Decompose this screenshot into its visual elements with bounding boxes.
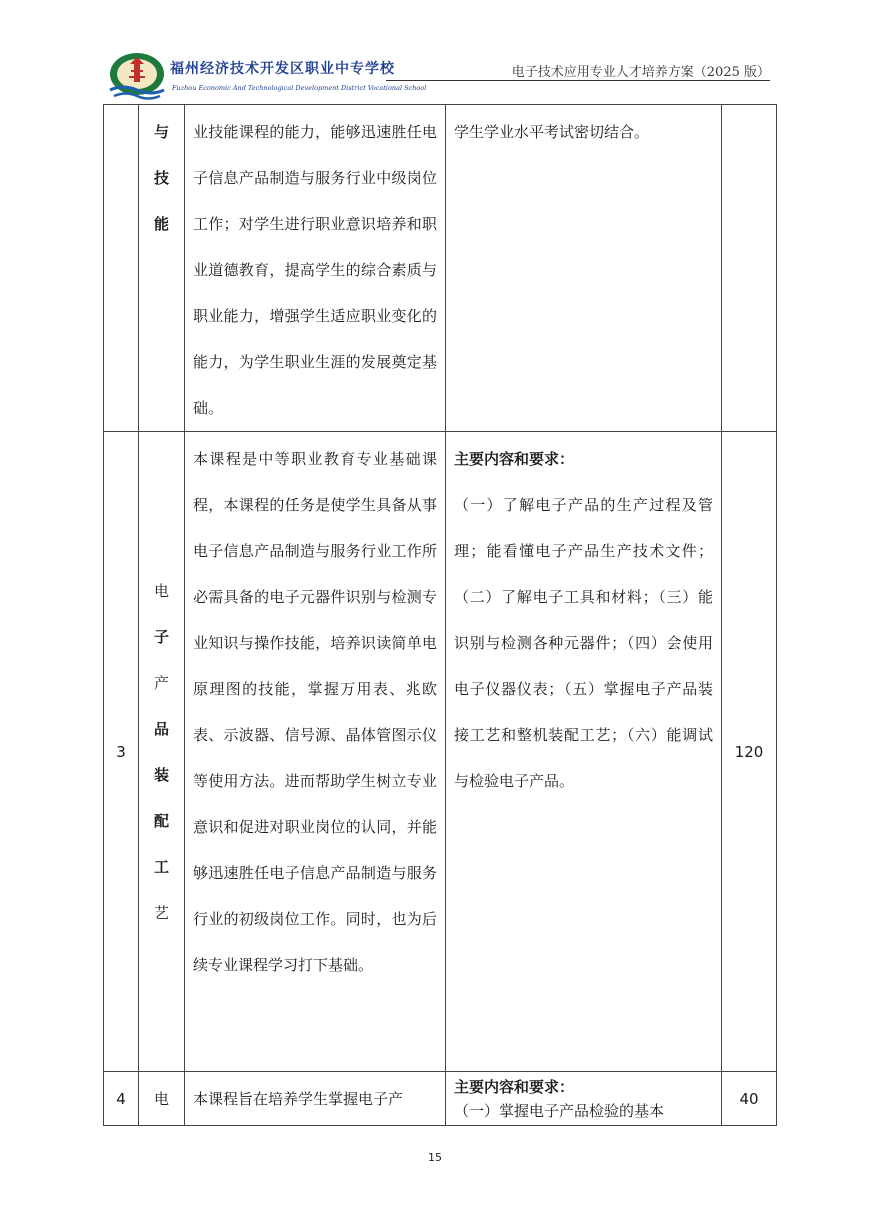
table-row bbox=[104, 432, 777, 1072]
table-row bbox=[104, 1072, 777, 1126]
course-goal-cell bbox=[185, 105, 446, 432]
course-name-char: 技 bbox=[153, 169, 169, 187]
header-rule bbox=[386, 80, 770, 81]
course-name-char: 能 bbox=[153, 215, 169, 233]
course-requirement-text: （一）掌握电子产品检验的基本 bbox=[454, 1102, 665, 1120]
course-name-cell bbox=[139, 105, 185, 432]
table-row bbox=[104, 105, 777, 432]
course-name-char: 艺 bbox=[153, 903, 169, 922]
course-number: 4 bbox=[104, 1072, 139, 1126]
course-requirement-cell bbox=[446, 432, 722, 1072]
course-hours-cell bbox=[722, 105, 777, 432]
requirement-title: 主要内容和要求： bbox=[454, 450, 575, 468]
course-requirement-cell bbox=[446, 1072, 722, 1126]
course-hours: 40 bbox=[722, 1072, 777, 1126]
course-name-char: 子 bbox=[153, 627, 169, 646]
course-name-char: 配 bbox=[153, 811, 169, 830]
page-number: 15 bbox=[428, 1151, 442, 1164]
course-name-char: 与 bbox=[153, 123, 169, 141]
course-number: 3 bbox=[104, 432, 139, 1072]
course-goal-cell bbox=[185, 432, 446, 1072]
course-goal-text: 本课程是中等职业教育专业基础课程，本课程的任务是使学生具备从事电子信息产品制造与服务行业工作所必需具备的电子元器件识别与检测专业知识与操作技能，培养识读简单电原理图的技能，掌握万用表、兆欧表、示波器、信号源、晶体管图示仪等使用方法。进而帮助学生树立专业意识和促进对职业岗位的认同，并能够迅速胜任电子信息产品制造与服务行业的初级岗位工作。同时，也为后续专业课程学习打下基础。 bbox=[193, 450, 437, 974]
course-name-char: 品 bbox=[153, 719, 169, 738]
course-goal-text: 业技能课程的能力，能够迅速胜任电子信息产品制造与服务行业中级岗位工作；对学生进行职业意识培养和职业道德教育，提高学生的综合素质与职业能力，增强学生适应职业变化的能力，为学生职业生涯的发展奠定基础。 bbox=[193, 123, 437, 417]
course-goal-cell bbox=[185, 1072, 446, 1126]
school-name: 福州经济技术开发区职业中专学校 bbox=[170, 61, 395, 77]
school-name-english: Fuzhou Economic And Technological Development District Vocational School bbox=[172, 84, 427, 92]
course-number-cell bbox=[104, 105, 139, 432]
course-requirement-cell bbox=[446, 105, 722, 432]
course-goal-text: 本课程旨在培养学生掌握电子产 bbox=[193, 1089, 404, 1108]
course-name-char: 电 bbox=[153, 581, 169, 600]
course-name-char: 工 bbox=[153, 857, 169, 876]
course-hours: 120 bbox=[722, 432, 777, 1072]
school-emblem-icon bbox=[108, 52, 166, 102]
course-requirement-text: 学生学业水平考试密切结合。 bbox=[454, 123, 650, 141]
document-title: 电子技术应用专业人才培养方案（2025 版） bbox=[511, 65, 770, 80]
course-name-cell bbox=[139, 432, 185, 1072]
requirement-title: 主要内容和要求： bbox=[454, 1078, 575, 1096]
course-requirement-text: （一）了解电子产品的生产过程及管理；能看懂电子产品生产技术文件；（二）了解电子工具和材料；（三）能识别与检测各种元器件；（四）会使用电子仪器仪表；（五）掌握电子产品装接工艺和整机装配工艺；（六）能调试与检验电子产品。 bbox=[454, 496, 713, 790]
curriculum-table bbox=[103, 104, 777, 1126]
course-name-char: 电 bbox=[139, 1072, 185, 1126]
course-name-char: 装 bbox=[153, 765, 169, 784]
course-name-char: 产 bbox=[153, 673, 169, 692]
